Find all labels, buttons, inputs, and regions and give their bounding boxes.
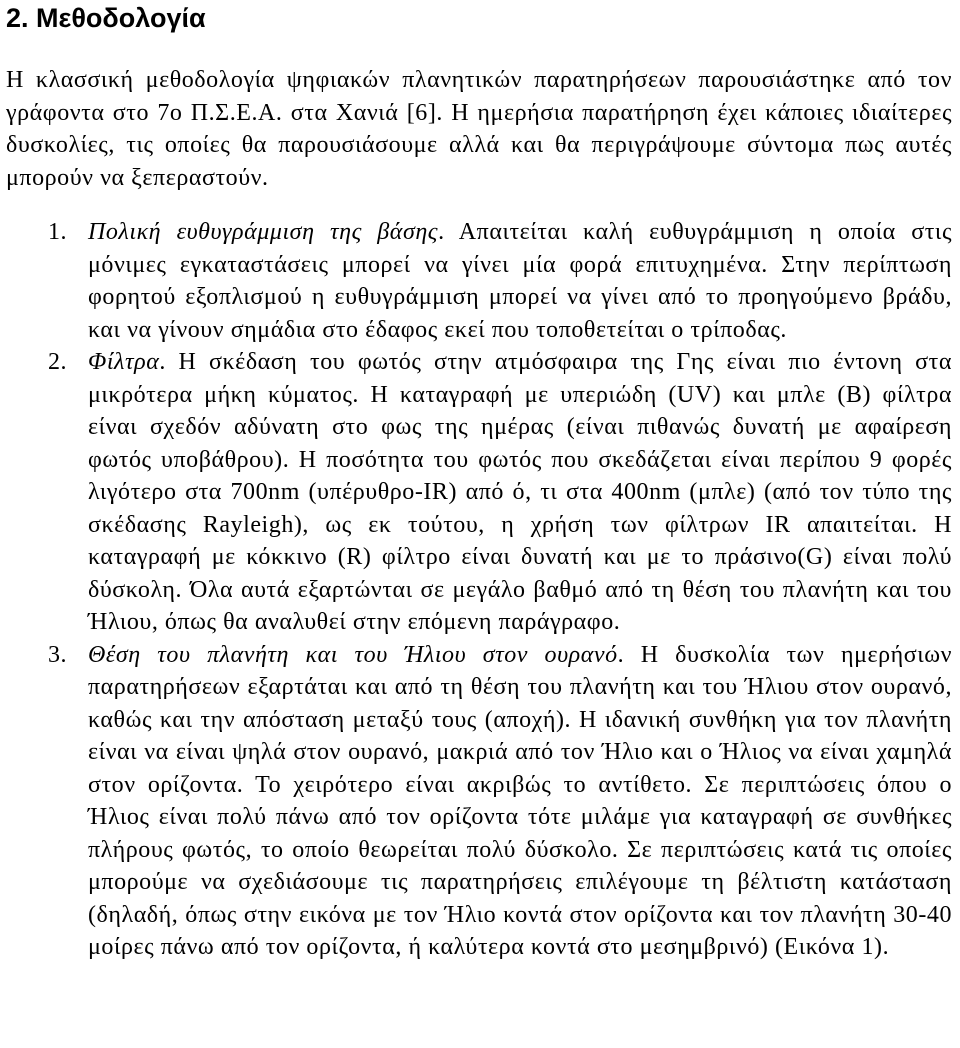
list-item-body: Η σκέδαση του φωτός στην ατμόσφαιρα της Γης είναι πιο έντονη στα μικρότερα μήκη κύματος. Η καταγραφή με υπεριώδη (UV) και μπλε (Β) φίλτρα είναι σχεδόν αδύνατη στο φως της ημέρας (είναι πιθανώς δυνατή με αφαίρεση φωτός υποβάθρου). Η ποσότητα του φωτός που σκεδάζεται είναι περίπου 9 φορές λιγότερο στα 700nm (υπέρυθρο-IR) από ό, τι στα 400nm (μπλε) (από τον τύπο της σκέδασης Rayleigh), ως εκ τούτου, η χρήση των φίλτρων IR απαιτείται. Η καταγραφή με κόκκινο (R) φίλτρο είναι δυνατή και με το πράσινο(G) είναι πολύ δύσκολη. Όλα αυτά εξαρτώνται σε μεγάλο βαθμό από τη θέση του πλανήτη και του Ήλιου, όπως θα αναλυθεί στην επόμενη παράγραφο. — [88, 349, 952, 635]
numbered-list — [6, 216, 952, 964]
list-item-title-separator: . — [159, 349, 166, 375]
list-item-title-separator: . — [617, 641, 625, 668]
list-item-number: 2. — [48, 349, 68, 375]
list-item-title: Πολική ευθυγράμμιση της βάσης — [88, 219, 439, 245]
list-item-title: Φίλτρα — [88, 349, 160, 375]
list-item-number: 1. — [48, 219, 68, 245]
list-item-number: 3. — [48, 641, 68, 668]
list-item-body: Απαιτείται καλή ευθυγράμμιση η οποία στις μόνιμες εγκαταστάσεις μπορεί να γίνει μία φορά επιτυχημένα. Στην περίπτωση φορητού εξοπλισμού η ευθυγράμμιση μπορεί να γίνει από το προηγούμενο βράδυ, και να γίνουν σημάδια στο έδαφος εκεί που τοποθετείται ο τρίποδας. — [88, 219, 952, 343]
list-item-body: Η δυσκολία των ημερήσιων παρατηρήσεων εξαρτάται και από τη θέση του πλανήτη και του Ήλιου στον ουρανό, καθώς και την απόσταση μεταξύ τους (αποχή). Η ιδανική συνθήκη για τον πλανήτη είναι να είναι ψηλά στον ουρανό, μακριά από τον Ήλιο και ο Ήλιος να είναι χαμηλά στον ορίζοντα. Το χειρότερο είναι ακριβώς το αντίθετο. Σε περιπτώσεις όπου ο Ήλιος είναι πολύ πάνω από τον ορίζοντα τότε μιλάμε για καταγραφή σε συνθήκες πλήρους φωτός, το οποίο θεωρείται πολύ δύσκολο. Σε περιπτώσεις κατά τις οποίες μπορούμε να σχεδιάσουμε τις παρατηρήσεις επιλέγουμε τη βέλτιστη κατάσταση (δηλαδή, όπως στην εικόνα με τον Ήλιο κοντά στον ορίζοντα και τον πλανήτη 30-40 μοίρες πάνω από τον ορίζοντα, ή καλύτερα κοντά στο μεσημβρινό) (Εικόνα 1). — [88, 641, 952, 960]
section-heading: 2. Μεθοδολογία — [6, 3, 206, 33]
list-item-filters — [6, 346, 952, 639]
list-item-title-separator: . — [438, 219, 445, 245]
intro-paragraph: Η κλασσική μεθοδολογία ψηφιακών πλανητικών παρατηρήσεων παρουσιάστηκε από τον γράφοντα στο 7ο Π.Σ.Ε.Α. στα Χανιά [6]. Η ημερήσια παρατήρηση έχει κάποιες ιδιαίτερες δυσκολίες, τις οποίες θα παρουσιάσουμε αλλά και θα περιγράψουμε σύντομα πως αυτές μπορούν να ξεπεραστούν. — [6, 67, 952, 191]
list-item-polar-alignment — [6, 216, 952, 346]
list-item-title: Θέση του πλανήτη και του Ήλιου στον ουρανό — [88, 641, 618, 668]
list-item-planet-position — [6, 639, 952, 964]
